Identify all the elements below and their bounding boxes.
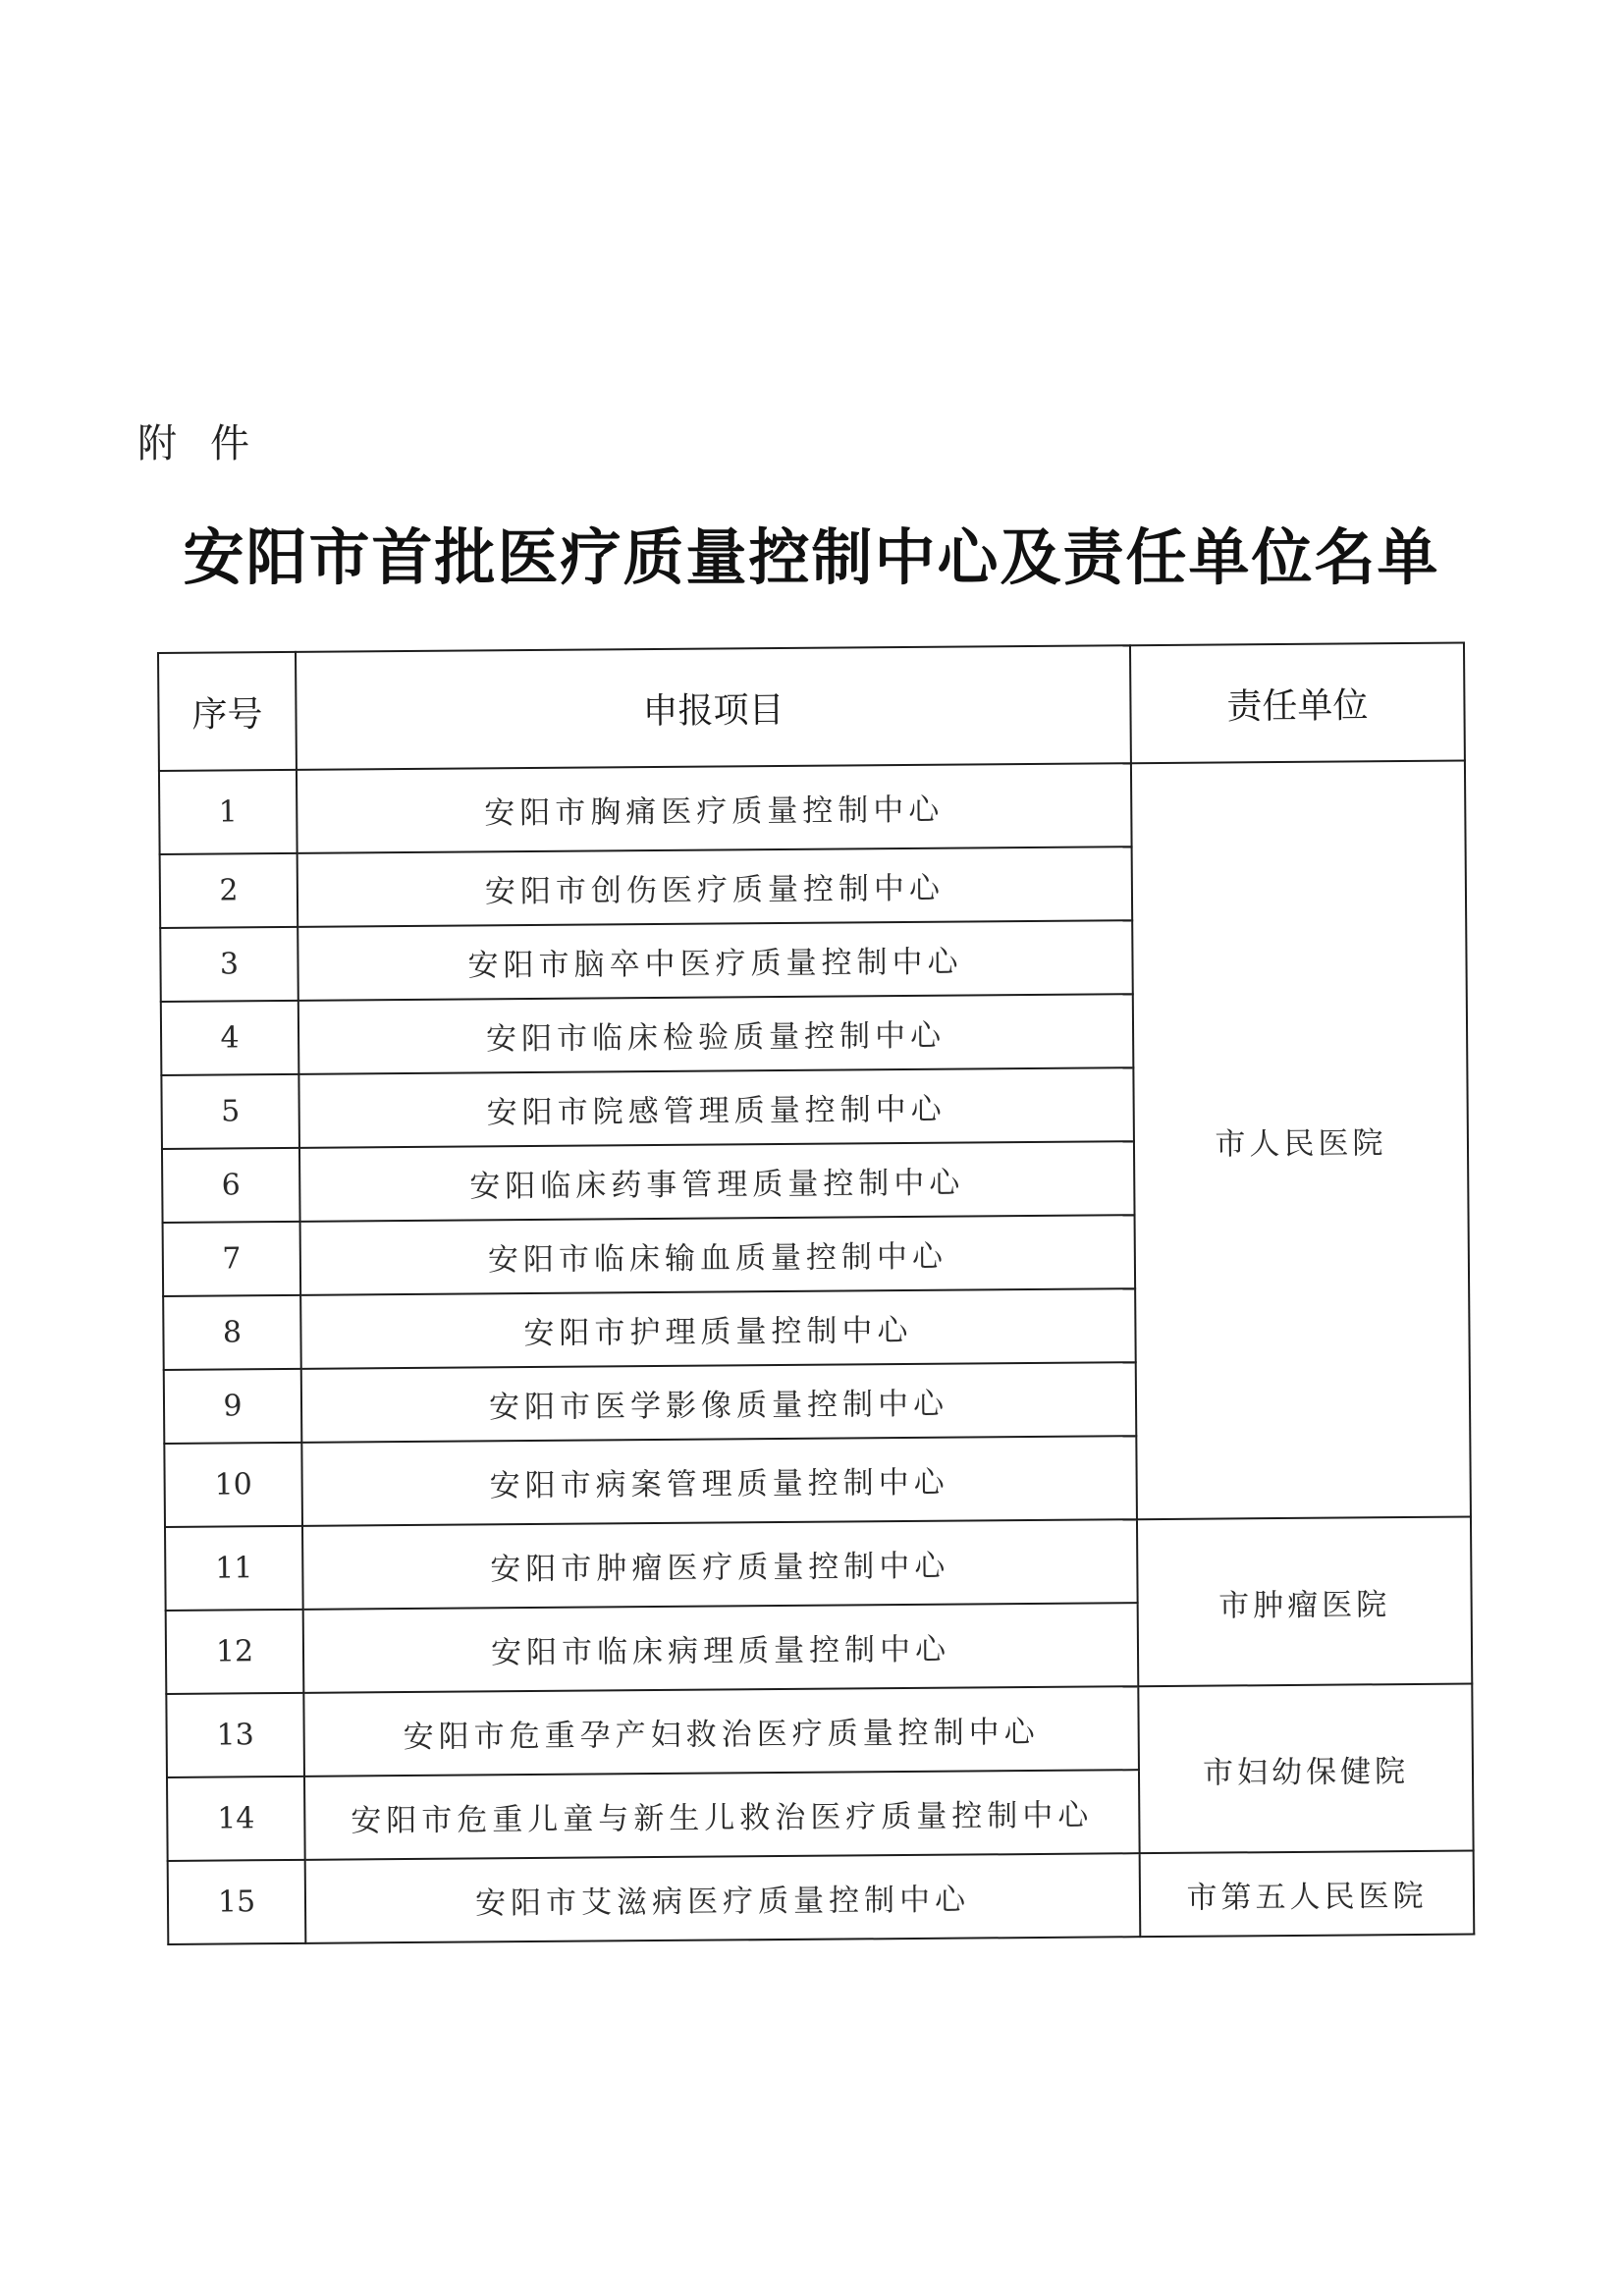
quality-control-center-table: [157, 642, 1475, 1945]
row-index: 14: [167, 1777, 305, 1861]
row-index: 5: [161, 1074, 299, 1149]
row-project: 安阳市危重儿童与新生儿救治医疗质量控制中心: [304, 1770, 1140, 1860]
responsible-unit: 市人民医院: [1131, 761, 1471, 1520]
row-project: 安阳市胸痛医疗质量控制中心: [297, 763, 1132, 853]
row-project: 安阳市危重孕产妇救治医疗质量控制中心: [303, 1686, 1139, 1777]
row-project: 安阳市艾滋病医疗质量控制中心: [305, 1853, 1141, 1943]
document-title: 安阳市首批医疗质量控制中心及责任单位名单: [183, 521, 1440, 593]
table-row: [166, 1684, 1473, 1777]
row-index: 9: [164, 1369, 302, 1444]
row-index: 11: [165, 1526, 303, 1611]
row-index: 12: [166, 1610, 304, 1694]
row-project: 安阳市脑卒中医疗质量控制中心: [298, 920, 1133, 1001]
header-unit: 责任单位: [1130, 643, 1465, 764]
row-index: 4: [161, 1001, 299, 1075]
responsible-unit: 市妇幼保健院: [1138, 1684, 1473, 1854]
row-project: 安阳市护理质量控制中心: [300, 1288, 1136, 1369]
row-project: 安阳市临床病理质量控制中心: [303, 1603, 1139, 1693]
row-index: 13: [166, 1693, 304, 1777]
row-index: 8: [163, 1295, 301, 1370]
responsible-unit: 市第五人民医院: [1140, 1851, 1475, 1938]
row-index: 1: [159, 770, 298, 854]
table-row: [165, 1517, 1472, 1611]
row-index: 3: [160, 927, 298, 1002]
row-index: 7: [163, 1222, 301, 1296]
table-header-row: [158, 643, 1465, 771]
header-project: 申报项目: [296, 645, 1131, 770]
row-project: 安阳市创伤医疗质量控制中心: [298, 847, 1133, 927]
row-project: 安阳市临床检验质量控制中心: [298, 994, 1134, 1074]
header-index: 序号: [158, 652, 297, 771]
table-row: [159, 761, 1466, 854]
row-index: 6: [162, 1148, 300, 1223]
row-index: 2: [160, 853, 298, 928]
responsible-unit: 市肿瘤医院: [1137, 1517, 1472, 1687]
row-project: 安阳市病案管理质量控制中心: [301, 1436, 1137, 1526]
row-project: 安阳市医学影像质量控制中心: [301, 1362, 1137, 1443]
row-project: 安阳市肿瘤医疗质量控制中心: [302, 1519, 1138, 1610]
row-project: 安阳临床药事管理质量控制中心: [299, 1141, 1135, 1222]
row-index: 10: [164, 1443, 302, 1527]
attachment-label: 附件: [137, 421, 283, 466]
row-project: 安阳市院感管理质量控制中心: [298, 1067, 1134, 1148]
table-row: [168, 1851, 1475, 1944]
row-project: 安阳市临床输血质量控制中心: [300, 1215, 1136, 1295]
row-index: 15: [168, 1860, 306, 1944]
